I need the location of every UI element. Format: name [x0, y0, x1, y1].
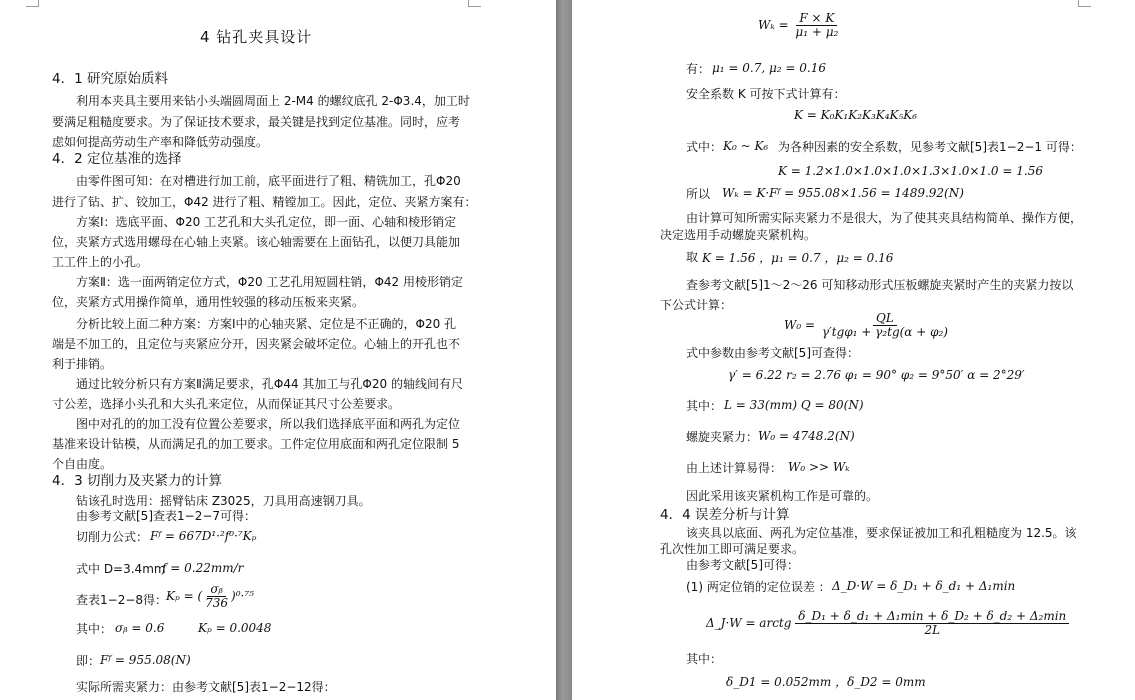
formula-label: 即： — [76, 654, 101, 668]
positioning-error-formula: Δ_D·W = δ_D₁ + δ_d₁ + Δ₁min — [832, 579, 1016, 593]
paragraph-line: 钻该孔时选用：摇臂钻床 Z3025，刀具用高速钢刀具。 — [76, 494, 371, 508]
formula-label: 由上述计算易得： — [686, 461, 783, 475]
paragraph-line: 利用本夹具主要用来钻小头端圆周面上 2-M4 的螺纹底孔 2-Φ3.4，加工时 — [76, 94, 470, 108]
formula-label: 查表1−2−8得： — [76, 593, 168, 607]
formula-label: 取 — [686, 250, 699, 264]
page-corner-mark — [1078, 0, 1091, 7]
formula-label: 式中 D=3.4mm — [76, 562, 166, 576]
sigma-value: σᵦ = 0.6 — [115, 621, 165, 635]
clamping-force-formula: W₀ = $\frac{QL}{\text{γ′tgφ₁ + γ₂tg(α + φ₂)}}$ — [784, 311, 948, 339]
paragraph-line: 虑如何提高劳动生产率和降低劳动强度。 — [52, 135, 269, 149]
paragraph-line: 端是不加工的，且定位与夹紧应分开，因夹紧会破坏定位。心轴上的开孔也不 — [52, 337, 461, 351]
paragraph-line: 查参考文献[5]1～2～26 可知移动形式压板螺旋夹紧时产生的夹紧力按以 — [686, 278, 1074, 292]
section-heading-4-4: 4．4 误差分析与计算 — [660, 507, 790, 523]
formula-label: 螺旋夹紧力： — [686, 430, 759, 444]
paragraph-line: 由参考文献[5]查表1−2−7可得： — [76, 509, 257, 523]
paragraph-line: 该夹具以底面、两孔为定位基准，要求保证被加工和孔粗糙度为 12.5。该 — [686, 526, 1077, 540]
paragraph-line: 个自由度。 — [52, 457, 113, 471]
selected-values: K = 1.56 ，μ₁ = 0.7 ，μ₂ = 0.16 — [702, 251, 894, 265]
page-corner-mark — [26, 0, 39, 7]
section-heading-4-3: 4．3 切削力及夹紧力的计算 — [52, 473, 222, 489]
document-page-right — [572, 0, 1135, 700]
formula-label: 其中： — [686, 399, 723, 413]
paragraph-line: 由零件图可知：在对槽进行加工前，底平面进行了粗、精铣加工，孔Φ20 — [76, 174, 461, 188]
factor-range: K₀ ~ K₆ — [723, 139, 769, 153]
paragraph-line: 孔次性加工即可满足要求。 — [660, 542, 805, 556]
section-heading-4-2: 4．2 定位基准的选择 — [52, 151, 182, 167]
angular-error-formula: Δ_J·W = arctg $\frac{\text{δ\_D₁ + δ\_d₁ + Δ₁min + δ\_D₂ + δ\_d₂ + Δ₂min}}{2L}$ — [706, 610, 1069, 637]
paragraph-line: 方案Ⅱ：选一面两销定位方式，Φ20 工艺孔用短圆柱销，Φ42 用棱形销定 — [76, 275, 463, 289]
formula-label: 其中： — [686, 652, 723, 666]
paragraph-line: 实际所需夹紧力：由参考文献[5]表1−2−12得： — [76, 680, 336, 694]
length-load-values: L = 33(mm) Q = 80(N) — [724, 398, 864, 412]
formula-label: (1) 两定位销的定位误差 ： — [686, 580, 831, 594]
page-gap — [556, 0, 572, 700]
paragraph-line: 寸公差，选择小头孔和大头孔来定位，从而保证其尺寸公差要求。 — [52, 397, 401, 411]
paragraph-line: 因此采用该夹紧机构工作是可靠的。 — [686, 489, 879, 503]
safety-factor-value: K = 1.2×1.0×1.0×1.0×1.3×1.0×1.0 = 1.56 — [778, 164, 1043, 178]
kp-value: Kₚ = 0.0048 — [198, 621, 272, 635]
paragraph-line: 分析比较上面二种方案：方案Ⅰ中的心轴夹紧、定位是不正确的，Φ20 孔 — [76, 317, 457, 331]
screw-force-value: W₀ = 4748.2(N) — [758, 429, 855, 443]
formula-label: 所以 — [686, 187, 711, 201]
friction-values: μ₁ = 0.7, μ₂ = 0.16 — [712, 61, 827, 75]
safety-factor-formula: K = K₀K₁K₂K₃K₄K₅K₆ — [794, 108, 918, 122]
feed-formula: f = 0.22mm/r — [162, 561, 244, 575]
page-corner-mark — [468, 0, 481, 7]
paragraph-line: 为各种因素的安全系数，见参考文献[5]表1−2−1 可得： — [778, 140, 1082, 154]
comparison-result: W₀ >> Wₖ — [788, 460, 850, 474]
force-result: Fᶠ = 955.08(N) — [100, 653, 191, 667]
paragraph-line: 基准来设计钻模，从而满足孔的加工要求。工件定位用底面和两孔定位限制 5 — [52, 437, 460, 451]
paragraph-line: 进行了钻、扩、铰加工，Φ42 进行了粗、精镗加工。因此，定位、夹紧方案有： — [52, 195, 477, 209]
formula-label: 式中： — [686, 140, 723, 154]
paragraph-line: 由参考文献[5]可得： — [686, 558, 799, 572]
formula-label: 切削力公式： — [76, 530, 149, 544]
paragraph-line: 决定选用手动螺旋夹紧机构。 — [660, 228, 817, 242]
paragraph-line: 通过比较分析只有方案Ⅱ满足要求，孔Φ44 其加工与孔Φ20 的轴线间有尺 — [76, 377, 463, 391]
wk-formula: Wₖ = $\frac{F \times K}{\text{μ₁ + μ₂}}$ — [758, 11, 839, 39]
paragraph-line: 下公式计算： — [660, 298, 733, 312]
paragraph-line: 安全系数 K 可按下式计算有： — [686, 87, 846, 101]
kp-formula: Kₚ = ( $\frac{\text{σᵦ}}{736}$ )⁰·⁷⁵ — [166, 582, 254, 610]
paragraph-line: 利于排销。 — [52, 357, 113, 371]
section-heading-4-1: 4．1 研究原始质料 — [52, 71, 168, 87]
tolerance-values: δ_D1 = 0.052mm ，δ_D2 = 0mm — [726, 675, 926, 689]
paragraph-line: 位，夹紧方式选用螺母在心轴上夹紧。该心轴需要在上面钻孔，以便刀具能加 — [52, 235, 461, 249]
paragraph-line: 要满足粗糙度要求。为了保证技术要求，最关键是找到定位基准。同时，应考 — [52, 115, 461, 129]
cutting-force-formula: Fᶠ = 667D¹·²f⁰·⁷Kₚ — [150, 529, 257, 543]
wk-result: Wₖ = K·Fᶠ = 955.08×1.56 = 1489.92(N) — [722, 186, 964, 200]
formula-label: 其中： — [76, 622, 113, 636]
paragraph-line: 位，夹紧方式用操作简单，通用性较强的移动压板来夹紧。 — [52, 295, 365, 309]
paragraph-line: 方案Ⅰ：选底平面、Φ20 工艺孔和大头孔定位，即一面、心轴和棱形销定 — [76, 215, 457, 229]
parameter-values: γ′ = 6.22 r₂ = 2.76 φ₁ = 90° φ₂ = 9°50′ α = 2°29′ — [728, 368, 1025, 382]
document-page-left — [0, 0, 556, 700]
paragraph-line: 工工件上的小孔。 — [52, 255, 149, 269]
formula-label: 有： — [686, 62, 711, 76]
paragraph-line: 式中参数由参考文献[5]可查得： — [686, 346, 859, 360]
chapter-title: 4 钻孔夹具设计 — [200, 28, 313, 46]
paragraph-line: 由计算可知所需实际夹紧力不是很大，为了使其夹具结构简单、操作方便， — [686, 211, 1083, 225]
paragraph-line: 图中对孔的的加工没有位置公差要求，所以我们选择底平面和两孔为定位 — [76, 417, 461, 431]
